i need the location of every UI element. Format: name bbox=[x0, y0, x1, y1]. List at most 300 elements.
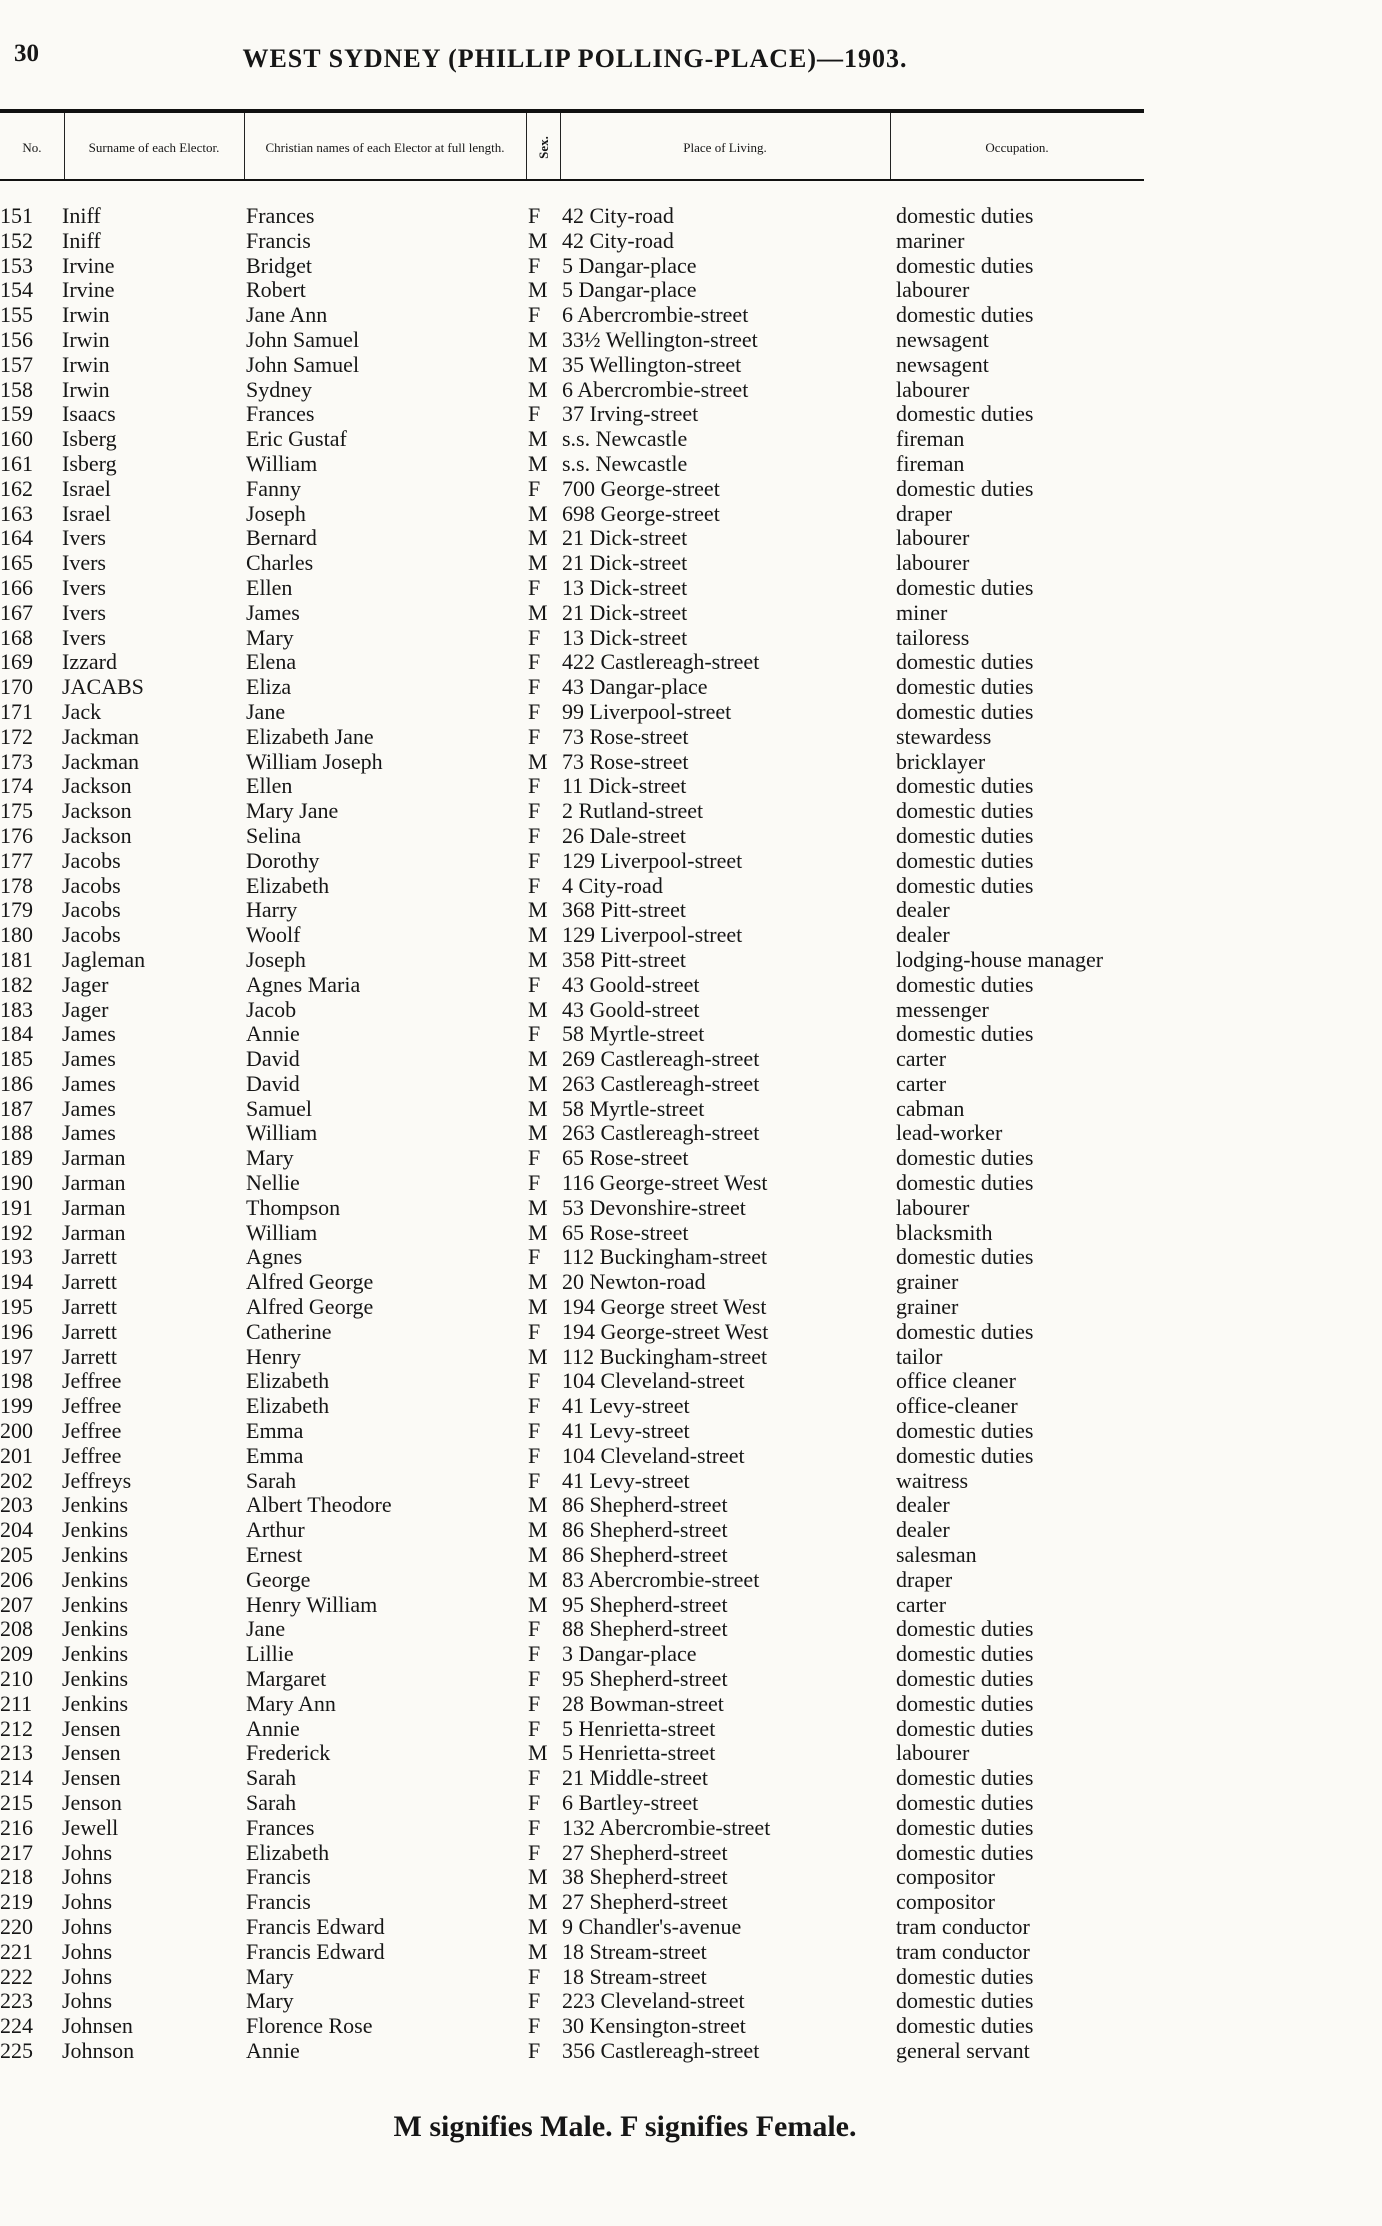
elector-no: 166 bbox=[0, 574, 33, 600]
table-row bbox=[0, 750, 1382, 775]
table-row bbox=[0, 898, 1382, 923]
surname: Jenkins bbox=[62, 1666, 128, 1692]
table-row bbox=[0, 799, 1382, 824]
place-of-living: 368 Pitt-street bbox=[562, 897, 687, 923]
sex: M bbox=[528, 1492, 548, 1518]
place-of-living: 422 Castlereagh-street bbox=[562, 649, 760, 675]
elector-no: 215 bbox=[0, 1790, 33, 1815]
occupation: domestic duties bbox=[896, 1765, 1034, 1791]
surname: Jenkins bbox=[62, 1591, 128, 1617]
christian-names: Elizabeth bbox=[246, 872, 330, 898]
surname: Johnson bbox=[62, 2037, 135, 2063]
christian-names: Frances bbox=[246, 1814, 315, 1840]
christian-names: Eric Gustaf bbox=[246, 426, 347, 452]
table-row bbox=[0, 402, 1382, 427]
table-top-rule bbox=[0, 109, 1144, 113]
christian-names: Frances bbox=[246, 203, 315, 228]
sex: M bbox=[528, 351, 548, 377]
surname: James bbox=[62, 1120, 116, 1146]
christian-names: Dorothy bbox=[246, 847, 320, 873]
sex: F bbox=[528, 1244, 541, 1270]
table-row bbox=[0, 1568, 1382, 1593]
surname: Jacobs bbox=[62, 922, 121, 948]
table-row bbox=[0, 874, 1382, 899]
elector-no: 192 bbox=[0, 1219, 33, 1245]
table-row bbox=[0, 998, 1382, 1023]
surname: Johns bbox=[62, 1938, 113, 1964]
surname: Jarman bbox=[62, 1145, 126, 1171]
table-row bbox=[0, 1419, 1382, 1444]
elector-no: 187 bbox=[0, 1095, 33, 1121]
elector-no: 210 bbox=[0, 1666, 33, 1692]
table-row bbox=[0, 1915, 1382, 1940]
place-of-living: 21 Dick-street bbox=[562, 525, 688, 551]
table-row bbox=[0, 1816, 1382, 1841]
occupation: general servant bbox=[896, 2037, 1030, 2063]
table-row bbox=[0, 1369, 1382, 1394]
occupation: labourer bbox=[896, 550, 970, 576]
place-of-living: 3 Dangar-place bbox=[562, 1641, 697, 1667]
sex: F bbox=[528, 698, 541, 724]
sex: F bbox=[528, 1641, 541, 1667]
place-of-living: 13 Dick-street bbox=[562, 574, 688, 600]
christian-names: Henry bbox=[246, 1343, 301, 1369]
occupation: domestic duties bbox=[896, 822, 1034, 848]
place-of-living: 42 City-road bbox=[562, 203, 674, 228]
christian-names: William bbox=[246, 1120, 318, 1146]
occupation: domestic duties bbox=[896, 401, 1034, 427]
table-row bbox=[0, 1295, 1382, 1320]
surname: Jensen bbox=[62, 1765, 121, 1791]
surname: Johns bbox=[62, 1864, 113, 1890]
elector-no: 193 bbox=[0, 1244, 33, 1270]
elector-no: 208 bbox=[0, 1616, 33, 1642]
occupation: office cleaner bbox=[896, 1368, 1016, 1394]
place-of-living: 356 Castlereagh-street bbox=[562, 2037, 760, 2063]
surname: Jarman bbox=[62, 1194, 126, 1220]
surname: Jarman bbox=[62, 1170, 126, 1196]
occupation: draper bbox=[896, 500, 953, 526]
christian-names: Bridget bbox=[246, 252, 312, 278]
surname: JACABS bbox=[62, 674, 144, 700]
place-of-living: 698 George-street bbox=[562, 500, 720, 526]
sex: F bbox=[528, 1393, 541, 1419]
elector-no: 180 bbox=[0, 922, 33, 948]
occupation: fireman bbox=[896, 426, 965, 452]
place-of-living: 95 Shepherd-street bbox=[562, 1666, 728, 1692]
surname: Iniff bbox=[62, 203, 101, 228]
christian-names: Harry bbox=[246, 897, 298, 923]
table-row bbox=[0, 1841, 1382, 1866]
table-row bbox=[0, 725, 1382, 750]
table-row bbox=[0, 2039, 1382, 2064]
christian-names: Annie bbox=[246, 1021, 300, 1047]
occupation: tram conductor bbox=[896, 1913, 1030, 1939]
elector-no: 220 bbox=[0, 1913, 33, 1939]
elector-no: 186 bbox=[0, 1070, 33, 1096]
sex: M bbox=[528, 1889, 548, 1915]
surname: Jarrett bbox=[62, 1343, 117, 1369]
sex: F bbox=[528, 1145, 541, 1171]
occupation: domestic duties bbox=[896, 649, 1034, 675]
table-row bbox=[0, 1518, 1382, 1543]
christian-names: Jane bbox=[246, 698, 286, 724]
place-of-living: s.s. Newcastle bbox=[562, 450, 688, 476]
sex: F bbox=[528, 2037, 541, 2063]
elector-no: 162 bbox=[0, 475, 33, 501]
elector-no: 199 bbox=[0, 1393, 33, 1419]
table-row bbox=[0, 1766, 1382, 1791]
sex: F bbox=[528, 723, 541, 749]
table-row bbox=[0, 452, 1382, 477]
sex: M bbox=[528, 1740, 548, 1766]
sex: F bbox=[528, 1021, 541, 1047]
place-of-living: 223 Cleveland-street bbox=[562, 1988, 745, 2014]
occupation: fireman bbox=[896, 450, 965, 476]
elector-no: 176 bbox=[0, 822, 33, 848]
sex-legend: M signifies Male. F signifies Female. bbox=[393, 2110, 857, 2143]
table-row bbox=[0, 502, 1382, 527]
place-of-living: 5 Dangar-place bbox=[562, 277, 697, 303]
place-of-living: 27 Shepherd-street bbox=[562, 1889, 728, 1915]
surname: Jarrett bbox=[62, 1269, 117, 1295]
occupation: carter bbox=[896, 1046, 947, 1072]
sex: F bbox=[528, 1368, 541, 1394]
sex: M bbox=[528, 1566, 548, 1592]
elector-no: 171 bbox=[0, 698, 33, 724]
surname: Jack bbox=[62, 698, 102, 724]
sex: M bbox=[528, 227, 548, 253]
table-row bbox=[0, 477, 1382, 502]
christian-names: Annie bbox=[246, 2037, 300, 2063]
sex: F bbox=[528, 1318, 541, 1344]
surname: Irwin bbox=[62, 302, 110, 328]
elector-no: 155 bbox=[0, 302, 33, 328]
place-of-living: 99 Liverpool-street bbox=[562, 698, 732, 724]
place-of-living: 21 Dick-street bbox=[562, 550, 688, 576]
sex: M bbox=[528, 1046, 548, 1072]
surname: Irvine bbox=[62, 277, 115, 303]
surname: Irwin bbox=[62, 376, 110, 402]
table-row bbox=[0, 1444, 1382, 1469]
place-of-living: 28 Bowman-street bbox=[562, 1690, 724, 1716]
christian-names: Agnes Maria bbox=[246, 971, 361, 997]
elector-no: 212 bbox=[0, 1715, 33, 1741]
table-row bbox=[0, 2014, 1382, 2039]
sex: F bbox=[528, 475, 541, 501]
christian-names: Albert Theodore bbox=[246, 1492, 392, 1518]
sex: F bbox=[528, 1616, 541, 1642]
sex: M bbox=[528, 748, 548, 774]
christian-names: Henry William bbox=[246, 1591, 378, 1617]
sex: F bbox=[528, 971, 541, 997]
sex: F bbox=[528, 1988, 541, 2014]
christian-names: Ellen bbox=[246, 574, 293, 600]
surname: Isaacs bbox=[62, 401, 116, 427]
surname: Jackson bbox=[62, 822, 132, 848]
sex: M bbox=[528, 599, 548, 625]
christian-names: Joseph bbox=[246, 500, 306, 526]
occupation: lead-worker bbox=[896, 1120, 1003, 1146]
elector-no: 216 bbox=[0, 1814, 33, 1840]
sex: F bbox=[528, 649, 541, 675]
christian-names: Thompson bbox=[246, 1194, 341, 1220]
christian-names: Francis bbox=[246, 227, 311, 253]
sex: M bbox=[528, 996, 548, 1022]
christian-names: Robert bbox=[246, 277, 306, 303]
place-of-living: 5 Henrietta-street bbox=[562, 1740, 716, 1766]
occupation: carter bbox=[896, 1591, 947, 1617]
place-of-living: 5 Dangar-place bbox=[562, 252, 697, 278]
sex: F bbox=[528, 1963, 541, 1989]
elector-no: 207 bbox=[0, 1591, 33, 1617]
elector-no: 206 bbox=[0, 1566, 33, 1592]
table-row bbox=[0, 700, 1382, 725]
christian-names: Catherine bbox=[246, 1318, 332, 1344]
table-row bbox=[0, 1221, 1382, 1246]
occupation: salesman bbox=[896, 1542, 977, 1568]
christian-names: Francis bbox=[246, 1889, 311, 1915]
elector-no: 158 bbox=[0, 376, 33, 402]
place-of-living: 58 Myrtle-street bbox=[562, 1021, 705, 1047]
occupation: labourer bbox=[896, 1740, 970, 1766]
sex: M bbox=[528, 1095, 548, 1121]
christian-names: Sarah bbox=[246, 1765, 297, 1791]
christian-names: Ellen bbox=[246, 773, 293, 799]
table-row bbox=[0, 1022, 1382, 1047]
sex: F bbox=[528, 773, 541, 799]
place-of-living: 13 Dick-street bbox=[562, 624, 688, 650]
elector-no: 191 bbox=[0, 1194, 33, 1220]
table-row bbox=[0, 1593, 1382, 1618]
surname: Jenkins bbox=[62, 1566, 128, 1592]
occupation: domestic duties bbox=[896, 872, 1034, 898]
occupation: mariner bbox=[896, 227, 965, 253]
elector-no: 188 bbox=[0, 1120, 33, 1146]
christian-names: Lillie bbox=[246, 1641, 294, 1667]
elector-no: 222 bbox=[0, 1963, 33, 1989]
christian-names: Joseph bbox=[246, 946, 306, 972]
christian-names: William Joseph bbox=[246, 748, 383, 774]
elector-no: 153 bbox=[0, 252, 33, 278]
christian-names: Mary bbox=[246, 1145, 294, 1171]
christian-names: Jacob bbox=[246, 996, 297, 1022]
table-row bbox=[0, 1989, 1382, 2014]
elector-no: 194 bbox=[0, 1269, 33, 1295]
christian-names: Francis bbox=[246, 1864, 311, 1890]
surname: Jackman bbox=[62, 723, 139, 749]
occupation: draper bbox=[896, 1566, 953, 1592]
surname: Jarrett bbox=[62, 1318, 117, 1344]
table-row bbox=[0, 278, 1382, 303]
col-header-surname: Surname of each Elector. bbox=[88, 139, 220, 155]
christian-names: Francis Edward bbox=[246, 1938, 385, 1964]
elector-no: 209 bbox=[0, 1641, 33, 1667]
elector-no: 165 bbox=[0, 550, 33, 576]
surname: Johns bbox=[62, 1839, 113, 1865]
table-row bbox=[0, 1791, 1382, 1816]
christian-names: Nellie bbox=[246, 1170, 300, 1196]
place-of-living: 38 Shepherd-street bbox=[562, 1864, 728, 1890]
sex: F bbox=[528, 847, 541, 873]
place-of-living: 269 Castlereagh-street bbox=[562, 1046, 760, 1072]
christian-names: William bbox=[246, 1219, 318, 1245]
christian-names: Elizabeth Jane bbox=[246, 723, 374, 749]
elector-no: 159 bbox=[0, 401, 33, 427]
occupation: tailoress bbox=[896, 624, 970, 650]
sex: M bbox=[528, 277, 548, 303]
table-row bbox=[0, 1047, 1382, 1072]
elector-no: 184 bbox=[0, 1021, 33, 1047]
table-row bbox=[0, 948, 1382, 973]
elector-no: 198 bbox=[0, 1368, 33, 1394]
place-of-living: 194 George-street West bbox=[562, 1318, 769, 1344]
sex: M bbox=[528, 326, 548, 352]
place-of-living: 132 Abercrombie-street bbox=[562, 1814, 771, 1840]
page-title: WEST SYDNEY (PHILLIP POLLING-PLACE)—1903. bbox=[242, 44, 908, 73]
place-of-living: 53 Devonshire-street bbox=[562, 1194, 746, 1220]
place-of-living: 21 Middle-street bbox=[562, 1765, 709, 1791]
sex: M bbox=[528, 1294, 548, 1320]
surname: Jagleman bbox=[62, 946, 146, 972]
surname: James bbox=[62, 1095, 116, 1121]
table-row bbox=[0, 1072, 1382, 1097]
surname: Ivers bbox=[62, 525, 106, 551]
table-row bbox=[0, 824, 1382, 849]
occupation: lodging-house manager bbox=[896, 946, 1104, 972]
table-row bbox=[0, 1493, 1382, 1518]
elector-no: 179 bbox=[0, 897, 33, 923]
occupation: tailor bbox=[896, 1343, 943, 1369]
occupation: domestic duties bbox=[896, 302, 1034, 328]
christian-names: David bbox=[246, 1046, 300, 1072]
table-row bbox=[0, 204, 1382, 229]
sex: M bbox=[528, 376, 548, 402]
place-of-living: 700 George-street bbox=[562, 475, 720, 501]
christian-names: Sarah bbox=[246, 1790, 297, 1815]
table-row bbox=[0, 923, 1382, 948]
elector-no: 214 bbox=[0, 1765, 33, 1791]
table-row bbox=[0, 626, 1382, 651]
elector-no: 167 bbox=[0, 599, 33, 625]
table-row bbox=[0, 427, 1382, 452]
surname: Ivers bbox=[62, 550, 106, 576]
surname: Jackson bbox=[62, 773, 132, 799]
christian-names: Margaret bbox=[246, 1666, 327, 1692]
occupation: cabman bbox=[896, 1095, 965, 1121]
elector-no: 173 bbox=[0, 748, 33, 774]
occupation: domestic duties bbox=[896, 1616, 1034, 1642]
sex: F bbox=[528, 574, 541, 600]
place-of-living: 41 Levy-street bbox=[562, 1418, 690, 1444]
place-of-living: 18 Stream-street bbox=[562, 1963, 707, 1989]
place-of-living: 194 George street West bbox=[562, 1294, 767, 1320]
table-header-rule bbox=[0, 179, 1144, 181]
sex: F bbox=[528, 401, 541, 427]
place-of-living: 20 Newton-road bbox=[562, 1269, 706, 1295]
christian-names: John Samuel bbox=[246, 351, 360, 377]
sex: F bbox=[528, 798, 541, 824]
place-of-living: 9 Chandler's-avenue bbox=[562, 1913, 742, 1939]
sex: M bbox=[528, 1070, 548, 1096]
sex: F bbox=[528, 822, 541, 848]
place-of-living: 129 Liverpool-street bbox=[562, 922, 743, 948]
surname: Johns bbox=[62, 1889, 113, 1915]
table-row bbox=[0, 1667, 1382, 1692]
table-row bbox=[0, 1245, 1382, 1270]
occupation: domestic duties bbox=[896, 252, 1034, 278]
surname: Johns bbox=[62, 1913, 113, 1939]
elector-no: 202 bbox=[0, 1467, 33, 1493]
table-row bbox=[0, 1965, 1382, 1990]
elector-no: 201 bbox=[0, 1442, 33, 1468]
surname: Israel bbox=[62, 500, 111, 526]
surname: Jacobs bbox=[62, 847, 121, 873]
place-of-living: 37 Irving-street bbox=[562, 401, 699, 427]
sex: M bbox=[528, 1120, 548, 1146]
christian-names: Woolf bbox=[246, 922, 301, 948]
sex: M bbox=[528, 1269, 548, 1295]
elector-no: 223 bbox=[0, 1988, 33, 2014]
elector-no: 213 bbox=[0, 1740, 33, 1766]
sex: F bbox=[528, 1839, 541, 1865]
occupation: domestic duties bbox=[896, 1170, 1034, 1196]
christian-names: Elizabeth bbox=[246, 1368, 330, 1394]
place-of-living: 5 Henrietta-street bbox=[562, 1715, 716, 1741]
christian-names: Alfred George bbox=[246, 1269, 374, 1295]
christian-names: Annie bbox=[246, 1715, 300, 1741]
elector-no: 168 bbox=[0, 624, 33, 650]
table-row bbox=[0, 328, 1382, 353]
occupation: domestic duties bbox=[896, 1988, 1034, 2014]
elector-no: 172 bbox=[0, 723, 33, 749]
elector-no: 196 bbox=[0, 1318, 33, 1344]
surname: James bbox=[62, 1046, 116, 1072]
elector-no: 170 bbox=[0, 674, 33, 700]
christian-names: Ernest bbox=[246, 1542, 303, 1568]
occupation: domestic duties bbox=[896, 475, 1034, 501]
table-row bbox=[0, 1865, 1382, 1890]
place-of-living: 86 Shepherd-street bbox=[562, 1517, 728, 1543]
elector-no: 219 bbox=[0, 1889, 33, 1915]
surname: Jenson bbox=[62, 1790, 122, 1815]
place-of-living: 88 Shepherd-street bbox=[562, 1616, 728, 1642]
place-of-living: 73 Rose-street bbox=[562, 748, 689, 774]
sex: F bbox=[528, 2013, 541, 2039]
surname: Jarman bbox=[62, 1219, 126, 1245]
sex: F bbox=[528, 674, 541, 700]
occupation: labourer bbox=[896, 525, 970, 551]
christian-names: Florence Rose bbox=[246, 2013, 373, 2039]
place-of-living: 263 Castlereagh-street bbox=[562, 1120, 760, 1146]
sex: M bbox=[528, 500, 548, 526]
christian-names: Mary bbox=[246, 624, 294, 650]
sex: M bbox=[528, 525, 548, 551]
table-row bbox=[0, 1642, 1382, 1667]
sex: M bbox=[528, 1219, 548, 1245]
elector-no: 182 bbox=[0, 971, 33, 997]
surname: Jackson bbox=[62, 798, 132, 824]
surname: Jeffree bbox=[62, 1393, 122, 1419]
place-of-living: 27 Shepherd-street bbox=[562, 1839, 728, 1865]
surname: Jenkins bbox=[62, 1690, 128, 1716]
christian-names: Elizabeth bbox=[246, 1839, 330, 1865]
sex: M bbox=[528, 1343, 548, 1369]
occupation: domestic duties bbox=[896, 1418, 1034, 1444]
christian-names: Jane Ann bbox=[246, 302, 328, 328]
elector-no: 185 bbox=[0, 1046, 33, 1072]
place-of-living: 65 Rose-street bbox=[562, 1145, 689, 1171]
